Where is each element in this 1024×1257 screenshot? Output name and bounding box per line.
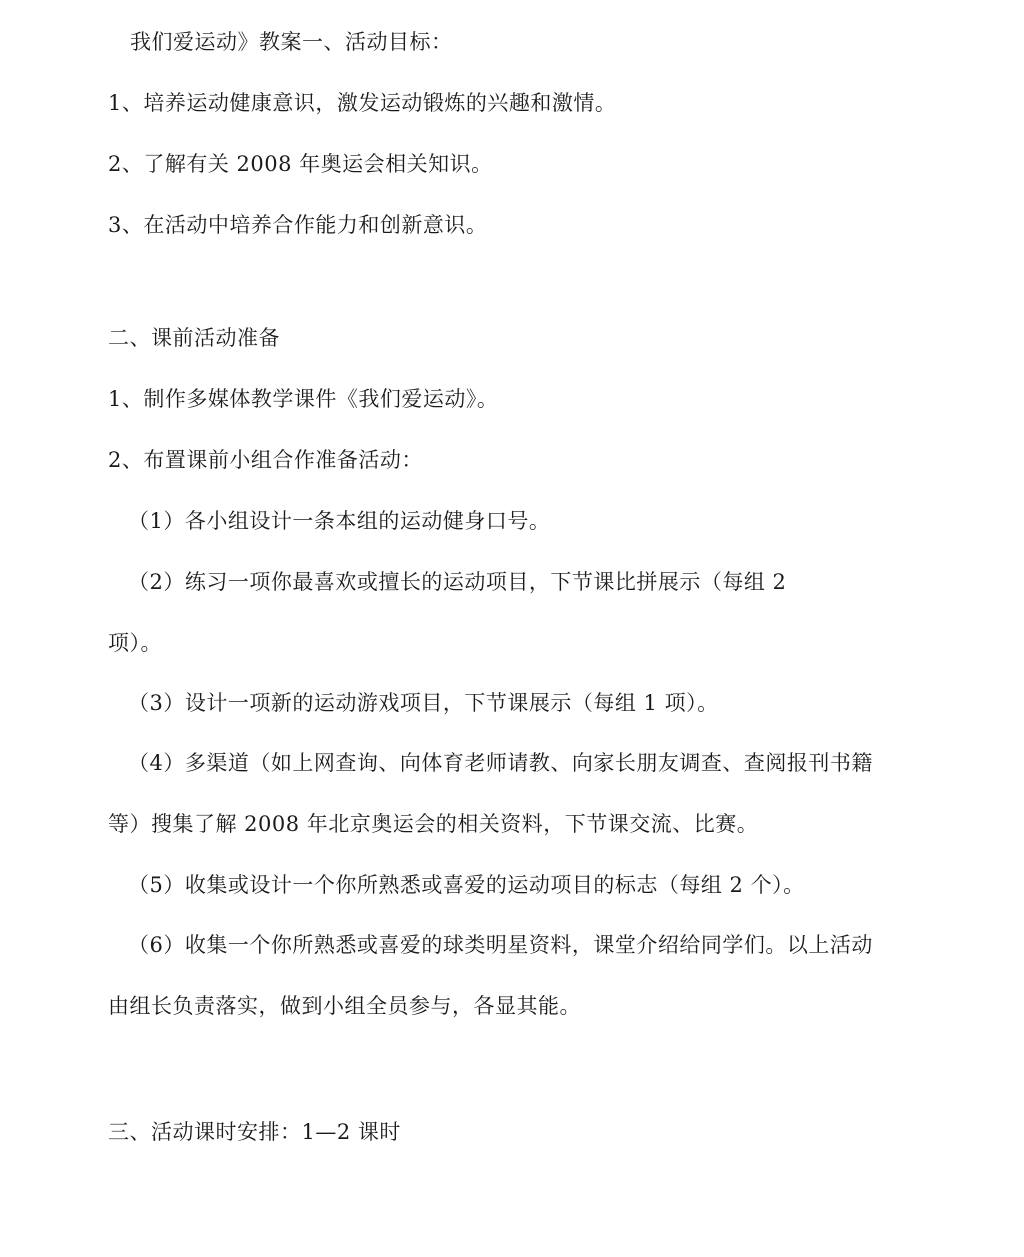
goal-item-2: 2、了解有关 2008 年奥运会相关知识。 [108, 152, 493, 176]
prep-item-1: 1、制作多媒体教学课件《我们爱运动》。 [108, 387, 499, 411]
activity-item-2-continued: 项）。 [108, 631, 162, 655]
activity-item-6-continued: 由组长负责落实，做到小组全员参与，各显其能。 [108, 994, 581, 1018]
goal-item-3: 3、在活动中培养合作能力和创新意识。 [108, 213, 488, 237]
section-heading-preparation: 二、课前活动准备 [108, 326, 280, 350]
activity-item-5: （5）收集或设计一个你所熟悉或喜爱的运动项目的标志（每组 2 个）。 [128, 873, 805, 897]
goal-item-1: 1、培养运动健康意识，激发运动锻炼的兴趣和激情。 [108, 91, 617, 115]
section-heading-schedule: 三、活动课时安排：1—2 课时 [108, 1120, 401, 1144]
activity-item-6: （6）收集一个你所熟悉或喜爱的球类明星资料，课堂介绍给同学们。以上活动 [128, 933, 873, 957]
activity-item-4-continued: 等）搜集了解 2008 年北京奥运会的相关资料，下节课交流、比赛。 [108, 812, 759, 836]
prep-item-2: 2、布置课前小组合作准备活动： [108, 448, 423, 472]
document-title-line: 我们爱运动》教案一、活动目标： [130, 30, 453, 54]
activity-item-4: （4）多渠道（如上网查询、向体育老师请教、向家长朋友调查、查阅报刊书籍 [128, 751, 873, 775]
activity-item-1: （1）各小组设计一条本组的运动健身口号。 [128, 509, 551, 533]
activity-item-3: （3）设计一项新的运动游戏项目，下节课展示（每组 1 项）。 [128, 691, 719, 715]
activity-item-2: （2）练习一项你最喜欢或擅长的运动项目，下节课比拼展示（每组 2 [128, 570, 787, 594]
